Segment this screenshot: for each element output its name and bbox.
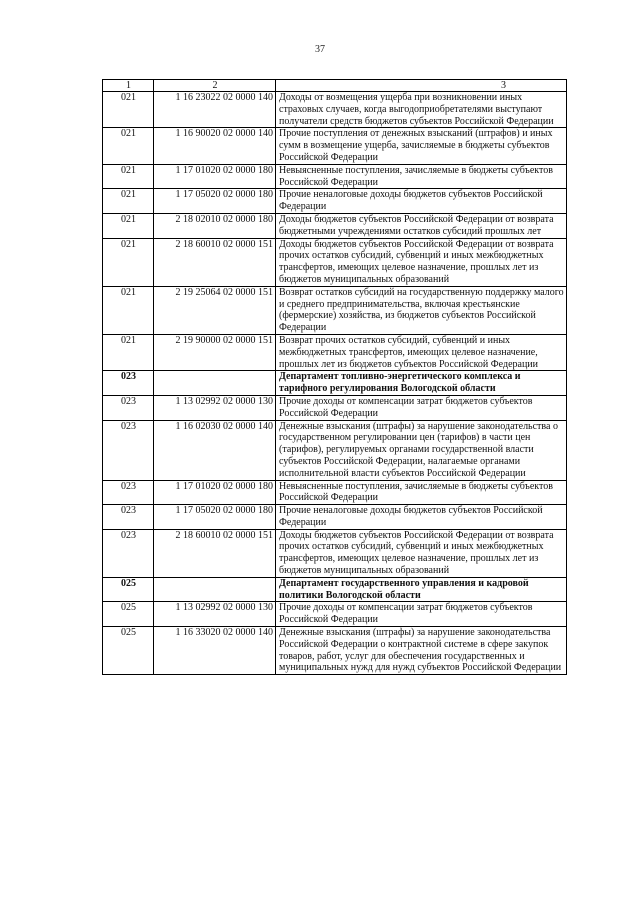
revenue-code-cell: 2 19 25064 02 0000 151 xyxy=(154,286,276,334)
page-number: 37 xyxy=(315,44,325,55)
table-row xyxy=(103,529,567,577)
department-row xyxy=(103,371,567,396)
revenue-code-cell: 2 18 02010 02 0000 180 xyxy=(154,213,276,238)
revenue-code-cell xyxy=(154,577,276,602)
admin-code-cell: 025 xyxy=(103,577,154,602)
revenue-code-cell: 2 19 90000 02 0000 151 xyxy=(154,334,276,370)
revenue-code-cell: 1 13 02992 02 0000 130 xyxy=(154,602,276,627)
description-cell: Департамент топливно-энергетического комплекса и тарифного регулирования Вологодской области xyxy=(276,371,567,396)
description-cell: Возврат прочих остатков субсидий, субвенций и иных межбюджетных трансфертов, имеющих целевое назначение, прошлых лет из бюджетов субъектов Российской Федерации xyxy=(276,334,567,370)
admin-code-cell: 021 xyxy=(103,213,154,238)
revenue-code-cell: 1 13 02992 02 0000 130 xyxy=(154,395,276,420)
description-cell: Невыясненные поступления, зачисляемые в бюджеты субъектов Российской Федерации xyxy=(276,480,567,505)
revenue-code-cell: 1 17 05020 02 0000 180 xyxy=(154,505,276,530)
table-row xyxy=(103,213,567,238)
admin-code-cell: 023 xyxy=(103,529,154,577)
description-cell: Прочие неналоговые доходы бюджетов субъектов Российской Федерации xyxy=(276,505,567,530)
description-cell: Невыясненные поступления, зачисляемые в бюджеты субъектов Российской Федерации xyxy=(276,164,567,189)
revenue-code-cell: 1 16 23022 02 0000 140 xyxy=(154,92,276,128)
admin-code-cell: 023 xyxy=(103,371,154,396)
admin-code-cell: 025 xyxy=(103,602,154,627)
table-row xyxy=(103,189,567,214)
table-row xyxy=(103,128,567,164)
table-row xyxy=(103,602,567,627)
department-row xyxy=(103,577,567,602)
description-cell: Возврат остатков субсидий на государственную поддержку малого и среднего предпринимательства, включая крестьянские (фермерские) хозяйства, из бюджетов субъектов Российской Федерации xyxy=(276,286,567,334)
revenue-code-cell: 1 16 33020 02 0000 140 xyxy=(154,627,276,675)
table-body xyxy=(103,80,567,675)
description-cell: Прочие поступления от денежных взысканий (штрафов) и иных сумм в возмещение ущерба, зачисляемые в бюджеты субъектов Российской Федерации xyxy=(276,128,567,164)
revenue-code-cell xyxy=(154,371,276,396)
revenue-code-cell: 1 17 01020 02 0000 180 xyxy=(154,164,276,189)
admin-code-cell: 021 xyxy=(103,189,154,214)
header-col-3: 3 xyxy=(276,80,567,92)
admin-code-cell: 025 xyxy=(103,627,154,675)
description-cell: Прочие неналоговые доходы бюджетов субъектов Российской Федерации xyxy=(276,189,567,214)
admin-code-cell: 021 xyxy=(103,238,154,286)
admin-code-cell: 021 xyxy=(103,334,154,370)
table-row xyxy=(103,334,567,370)
admin-code-cell: 021 xyxy=(103,128,154,164)
description-cell: Доходы бюджетов субъектов Российской Федерации от возврата бюджетными учреждениями остатков субсидий прошлых лет xyxy=(276,213,567,238)
header-col-1: 1 xyxy=(103,80,154,92)
description-cell: Прочие доходы от компенсации затрат бюджетов субъектов Российской Федерации xyxy=(276,602,567,627)
table-row xyxy=(103,627,567,675)
revenue-code-cell: 1 16 02030 02 0000 140 xyxy=(154,420,276,480)
table-row xyxy=(103,480,567,505)
description-cell: Денежные взыскания (штрафы) за нарушение законодательства Российской Федерации о контрактной системе в сфере закупок товаров, работ, услуг для обеспечения государственных и муниципальных нужд для нужд субъектов Российской Федерации xyxy=(276,627,567,675)
table-row xyxy=(103,505,567,530)
revenue-codes-table xyxy=(102,79,567,675)
revenue-code-cell: 2 18 60010 02 0000 151 xyxy=(154,529,276,577)
table-row xyxy=(103,164,567,189)
description-cell: Доходы от возмещения ущерба при возникновении иных страховых случаев, когда выгодоприобретателями выступают получатели средств бюджетов субъектов Российской Федерации xyxy=(276,92,567,128)
revenue-code-cell: 1 16 90020 02 0000 140 xyxy=(154,128,276,164)
admin-code-cell: 023 xyxy=(103,480,154,505)
admin-code-cell: 021 xyxy=(103,92,154,128)
description-cell: Прочие доходы от компенсации затрат бюджетов субъектов Российской Федерации xyxy=(276,395,567,420)
table-row xyxy=(103,420,567,480)
description-cell: Доходы бюджетов субъектов Российской Федерации от возврата прочих остатков субсидий, субвенций и иных межбюджетных трансфертов, имеющих целевое назначение, прошлых лет из бюджетов муниципальных образований xyxy=(276,529,567,577)
revenue-code-cell: 1 17 05020 02 0000 180 xyxy=(154,189,276,214)
admin-code-cell: 021 xyxy=(103,164,154,189)
description-cell: Департамент государственного управления и кадровой политики Вологодской области xyxy=(276,577,567,602)
admin-code-cell: 023 xyxy=(103,420,154,480)
admin-code-cell: 021 xyxy=(103,286,154,334)
table-row xyxy=(103,238,567,286)
description-cell: Доходы бюджетов субъектов Российской Федерации от возврата прочих остатков субсидий, субвенций и иных межбюджетных трансфертов, имеющих целевое назначение, прошлых лет из бюджетов муниципальных образований xyxy=(276,238,567,286)
admin-code-cell: 023 xyxy=(103,395,154,420)
table-row xyxy=(103,286,567,334)
description-cell: Денежные взыскания (штрафы) за нарушение законодательства о государственном регулировании цен (тарифов) в части цен (тарифов), регулируемых органами государственной власти субъектов Российской Федерации, налагаемые органами исполнительной власти субъектов Российской Федерации xyxy=(276,420,567,480)
admin-code-cell: 023 xyxy=(103,505,154,530)
table-row xyxy=(103,395,567,420)
header-col-2: 2 xyxy=(154,80,276,92)
revenue-code-cell: 1 17 01020 02 0000 180 xyxy=(154,480,276,505)
table-row xyxy=(103,92,567,128)
revenue-code-cell: 2 18 60010 02 0000 151 xyxy=(154,238,276,286)
table-header-row xyxy=(103,80,567,92)
